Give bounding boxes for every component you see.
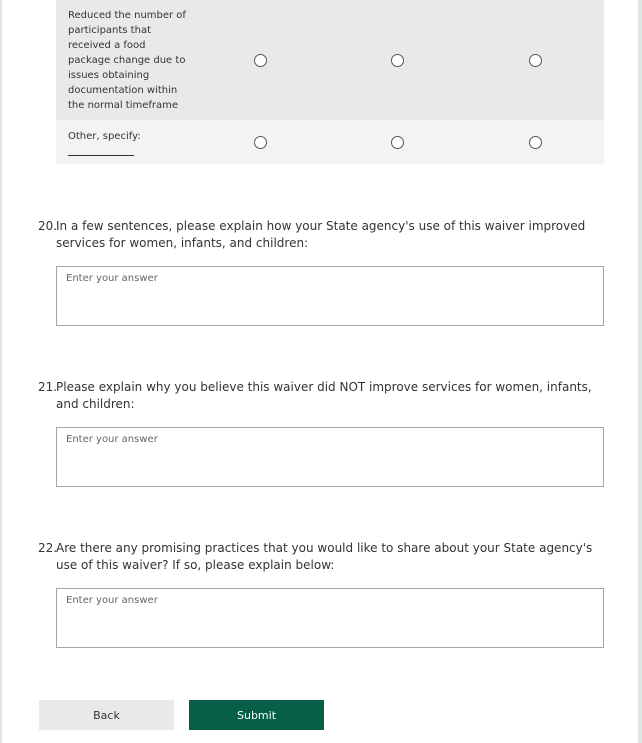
question-22 — [38, 540, 598, 574]
answer-input-21[interactable] — [66, 434, 586, 445]
form-page — [2, 0, 638, 743]
back-button[interactable]: Back — [39, 700, 174, 730]
matrix-row — [56, 120, 604, 164]
matrix-row — [56, 0, 604, 120]
radio-option-2[interactable] — [391, 54, 404, 67]
question-21 — [38, 379, 598, 413]
specify-line[interactable] — [68, 155, 134, 156]
question-20 — [38, 218, 598, 252]
answer-input-22[interactable] — [66, 595, 586, 606]
answer-box-22[interactable] — [56, 588, 604, 648]
radio-option-1[interactable] — [254, 136, 267, 149]
radio-option-3[interactable] — [529, 54, 542, 67]
question-number: 21. — [38, 380, 58, 394]
question-text: Please explain why you believe this waiver did NOT improve services for women, infants, and children: — [56, 380, 592, 411]
radio-option-1[interactable] — [254, 54, 267, 67]
radio-option-2[interactable] — [391, 136, 404, 149]
radio-option-3[interactable] — [529, 136, 542, 149]
answer-box-21[interactable] — [56, 427, 604, 487]
matrix-row-label: Reduced the number of participants that received a food package change due to issues obtaining documentation within the normal timeframe — [68, 10, 186, 111]
question-number: 22. — [38, 541, 58, 555]
answer-box-20[interactable] — [56, 266, 604, 326]
question-text: Are there any promising practices that you would like to share about your State agency's use of this waiver? If so, please explain below: — [56, 541, 593, 572]
answer-input-20[interactable] — [66, 273, 586, 284]
question-text: In a few sentences, please explain how your State agency's use of this waiver improved services for women, infants, and children: — [56, 219, 586, 250]
matrix-row-label: Other, specify: — [68, 131, 141, 142]
submit-button[interactable]: Submit — [189, 700, 324, 730]
question-number: 20. — [38, 219, 58, 233]
